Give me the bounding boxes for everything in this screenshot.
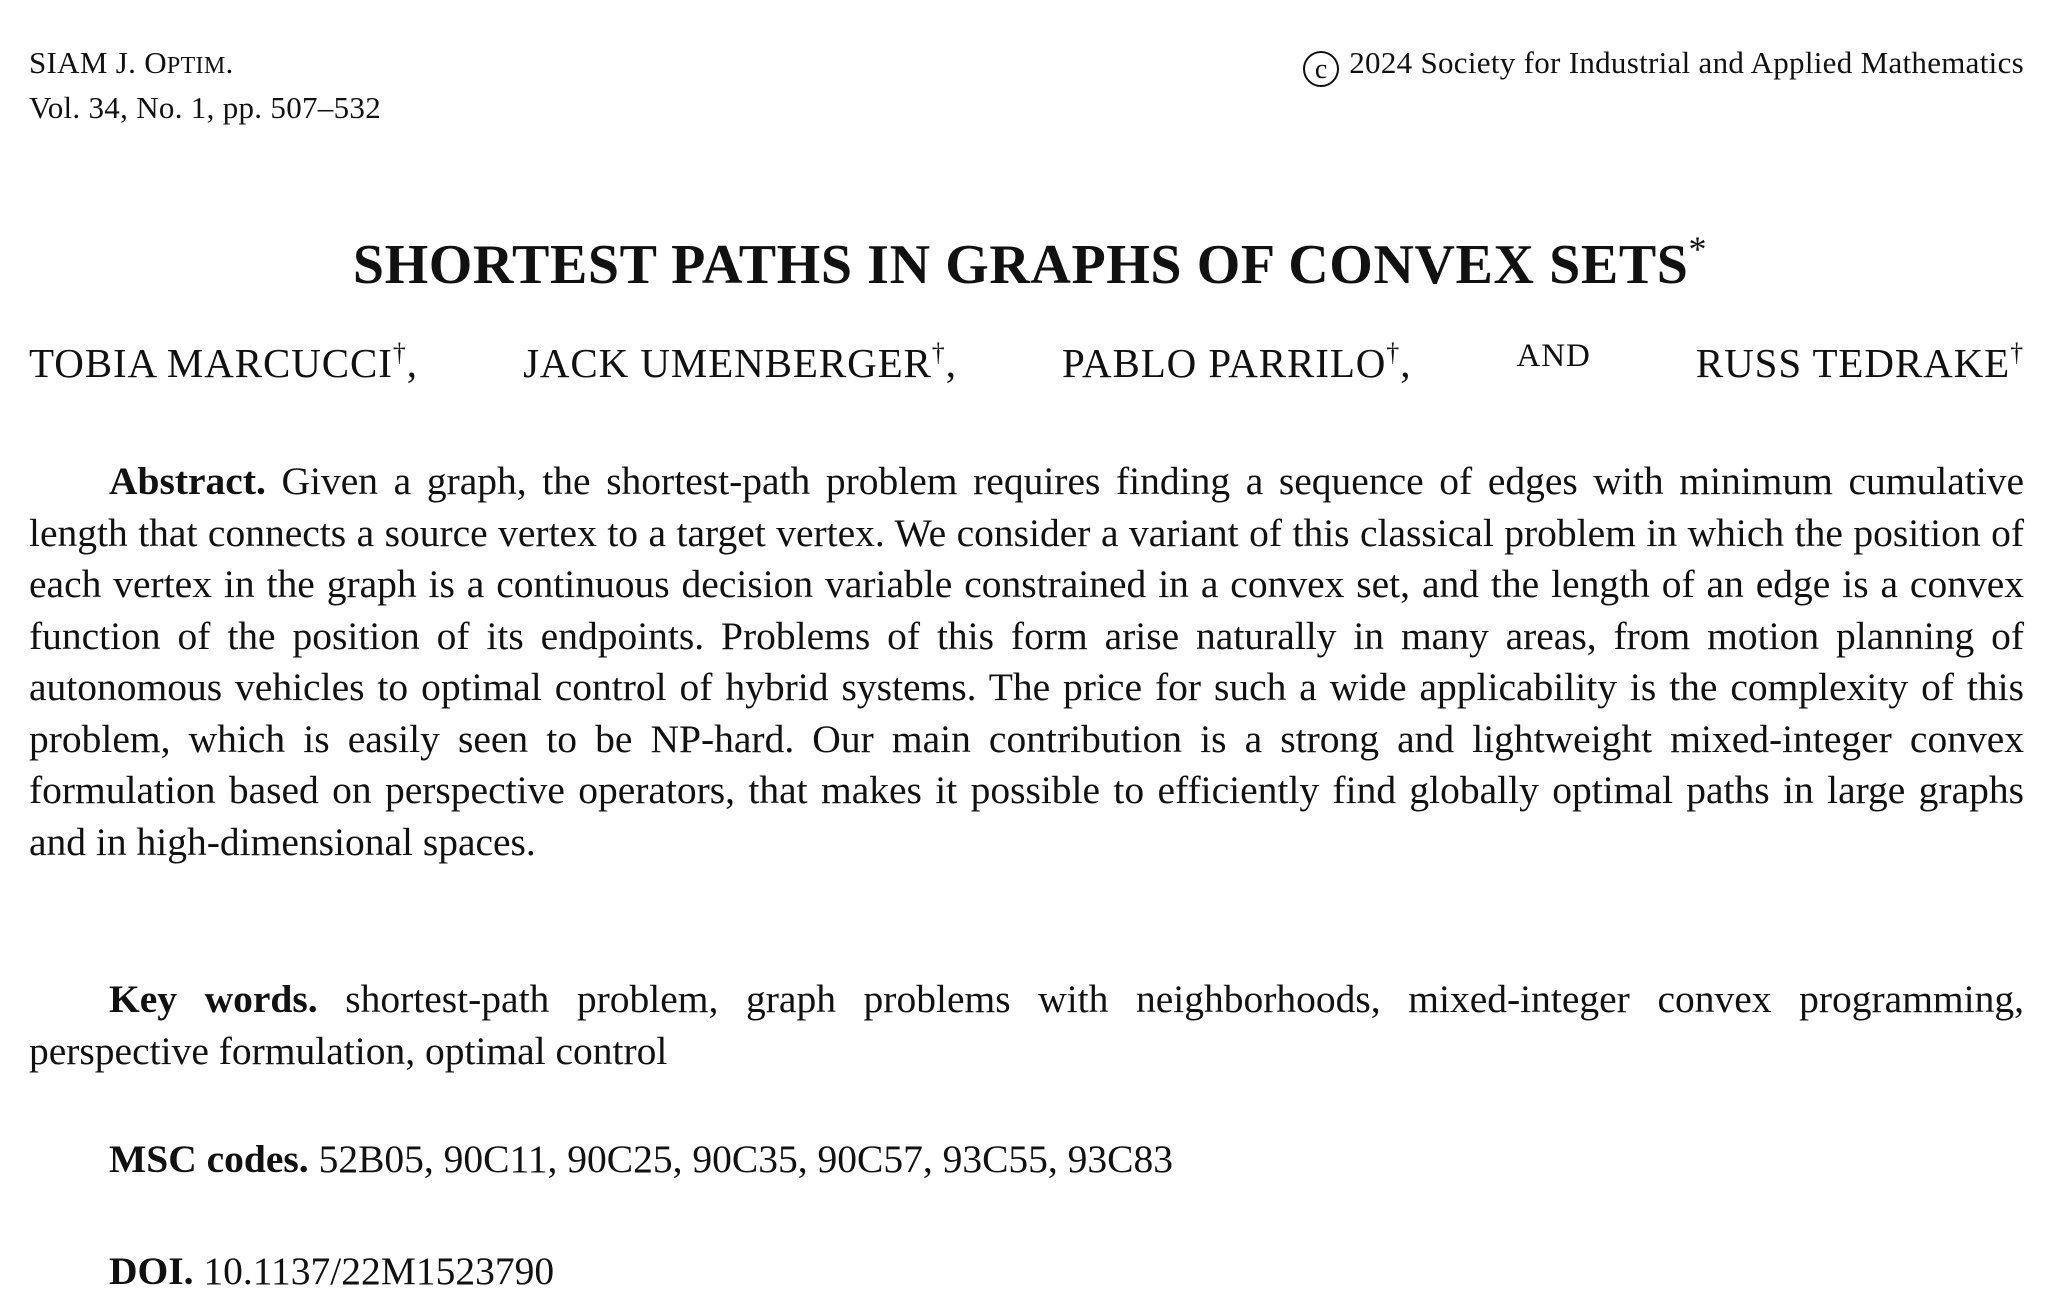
keywords-text: shortest-path problem, graph problems with neighborhoods, mixed-integer convex programming, perspective formulation, optimal control xyxy=(29,977,2024,1073)
affiliation-mark: † xyxy=(392,338,407,367)
paper-title xyxy=(0,228,2060,297)
msc-text: 52B05, 90C11, 90C25, 90C35, 90C57, 93C55, 93C83 xyxy=(318,1137,1174,1181)
msc-label: MSC codes. xyxy=(109,1137,309,1181)
copyright-text: 2024 Society for Industrial and Applied Mathematics xyxy=(1349,45,2024,80)
author-name: TOBIA MARCUCCI xyxy=(29,340,393,386)
author xyxy=(1696,338,2024,387)
copyright-notice xyxy=(1303,42,2024,87)
doi xyxy=(29,1246,2024,1298)
keywords-label: Key words. xyxy=(109,977,318,1021)
author-name: PABLO PARRILO xyxy=(1062,340,1387,386)
journal-name xyxy=(29,42,381,87)
journal-name-suffix: . xyxy=(225,45,234,80)
author-separator: , xyxy=(945,340,957,386)
keywords xyxy=(29,974,2024,1077)
author xyxy=(523,338,957,387)
abstract-label: Abstract. xyxy=(109,459,266,503)
journal-name-smallcaps: PTIM xyxy=(166,53,226,79)
abstract-text: Given a graph, the shortest-path problem requires finding a sequence of edges with minimum cumulative length that connects a source vertex to a target vertex. We consider a variant of this classical problem in which the position of each vertex in the graph is a continuous decision variable constrained in a convex set, and the length of an edge is a convex function of the position of its endpoints. Problems of this form arise naturally in many areas, from motion planning of autonomous vehicles to optimal control of hybrid systems. The price for such a wide applicability is the complexity of this problem, which is easily seen to be NP-hard. Our main contribution is a strong and lightweight mixed-integer convex formulation based on perspective operators, that makes it possible to efficiently find globally optimal paths in large graphs and in high-dimensional spaces. xyxy=(29,459,2024,864)
affiliation-mark: † xyxy=(931,338,946,367)
copyright-icon: c xyxy=(1303,51,1339,87)
author-separator: , xyxy=(406,340,418,386)
affiliation-mark: † xyxy=(1386,338,1401,367)
author-name: RUSS TEDRAKE xyxy=(1695,340,2011,386)
doi-text[interactable]: 10.1137/22M1523790 xyxy=(203,1249,555,1293)
author xyxy=(29,338,418,387)
abstract xyxy=(29,456,2024,868)
paper-title-text: SHORTEST PATHS IN GRAPHS OF CONVEX SETS xyxy=(352,234,1689,296)
msc-codes xyxy=(29,1134,2024,1186)
author-separator: , xyxy=(1400,340,1412,386)
doi-label: DOI. xyxy=(109,1249,194,1293)
author-conjunction: AND xyxy=(1516,338,1591,374)
author-name: JACK UMENBERGER xyxy=(523,340,932,386)
author xyxy=(1062,338,1411,387)
journal-header xyxy=(29,42,381,129)
affiliation-mark: † xyxy=(2010,338,2024,367)
title-footnote-mark: * xyxy=(1688,229,1708,269)
journal-name-prefix: SIAM J. O xyxy=(29,45,167,80)
volume-line: Vol. 34, No. 1, pp. 507–532 xyxy=(29,90,381,125)
author-list xyxy=(29,338,2024,387)
